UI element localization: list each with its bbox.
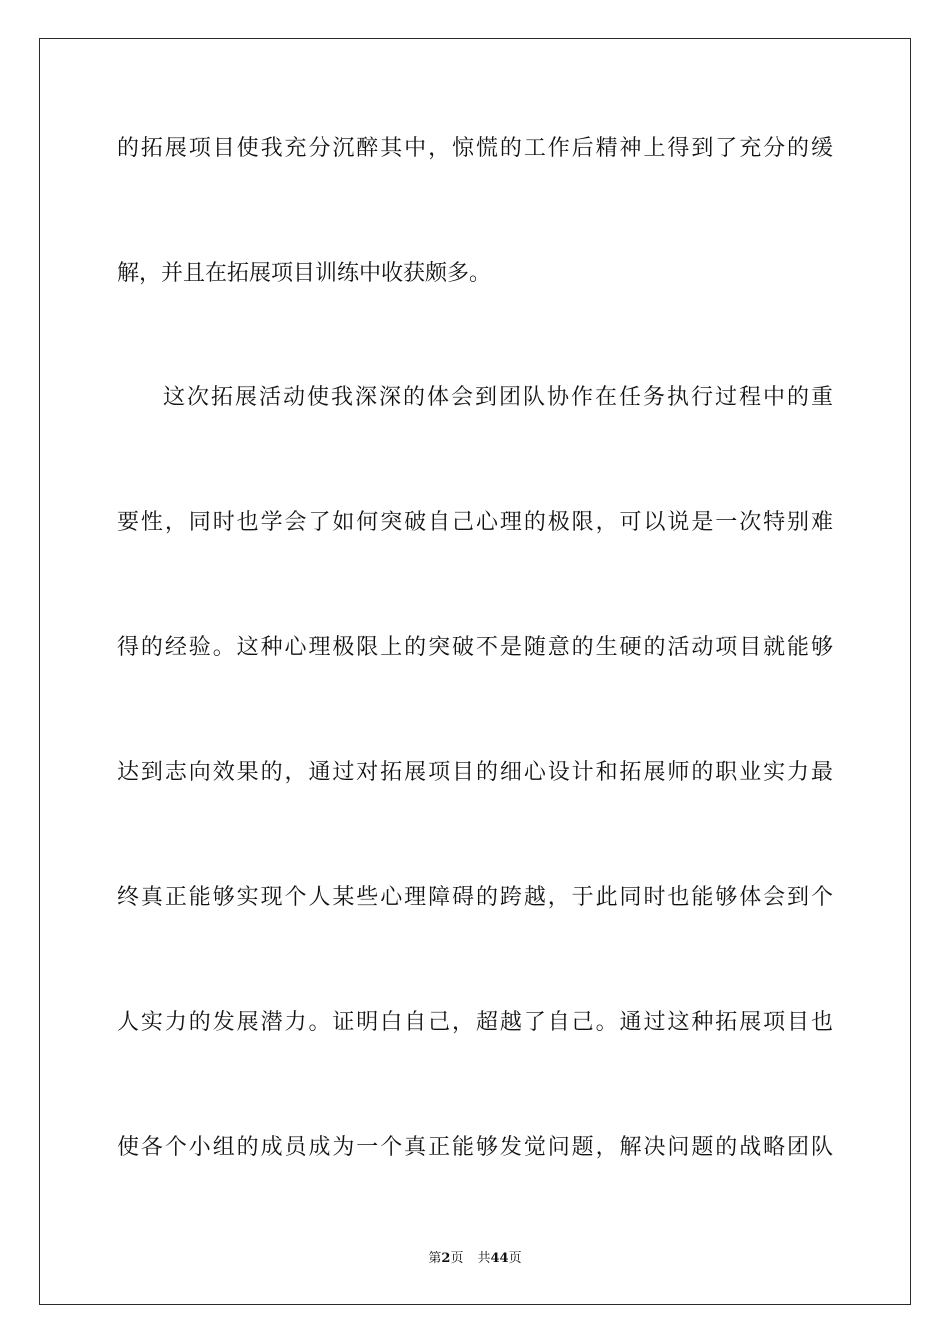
paragraph-line: 达到志向效果的，通过对拓展项目的细心设计和拓展师的职业实力最	[117, 760, 833, 785]
page-prefix: 第	[428, 1251, 442, 1266]
total-pages: 44	[490, 1251, 509, 1266]
paragraph-line: 的拓展项目使我充分沉醉其中，惊慌的工作后精神上得到了充分的缓	[117, 136, 833, 161]
paragraph-line: 得的经验。这种心理极限上的突破不是随意的生硬的活动项目就能够	[117, 635, 833, 660]
page-frame	[39, 38, 911, 1305]
page-footer	[0, 1247, 950, 1266]
total-prefix: 共	[477, 1251, 491, 1266]
paragraph-line: 这次拓展活动使我深深的体会到团队协作在任务执行过程中的重	[163, 385, 833, 410]
total-suffix: 页	[508, 1251, 522, 1266]
page-number: 2	[441, 1251, 451, 1266]
page-suffix: 页	[450, 1251, 464, 1266]
paragraph-line: 终真正能够实现个人某些心理障碍的跨越，于此同时也能够体会到个	[117, 885, 833, 910]
paragraph-line: 使各个小组的成员成为一个真正能够发觉问题，解决问题的战略团队	[117, 1135, 833, 1160]
paragraph-line: 解，并且在拓展项目训练中收获颇多。	[117, 261, 492, 286]
paragraph-line: 人实力的发展潜力。证明白自己，超越了自己。通过这种拓展项目也	[117, 1010, 833, 1035]
paragraph-line: 要性，同时也学会了如何突破自己心理的极限，可以说是一次特别难	[117, 510, 833, 535]
